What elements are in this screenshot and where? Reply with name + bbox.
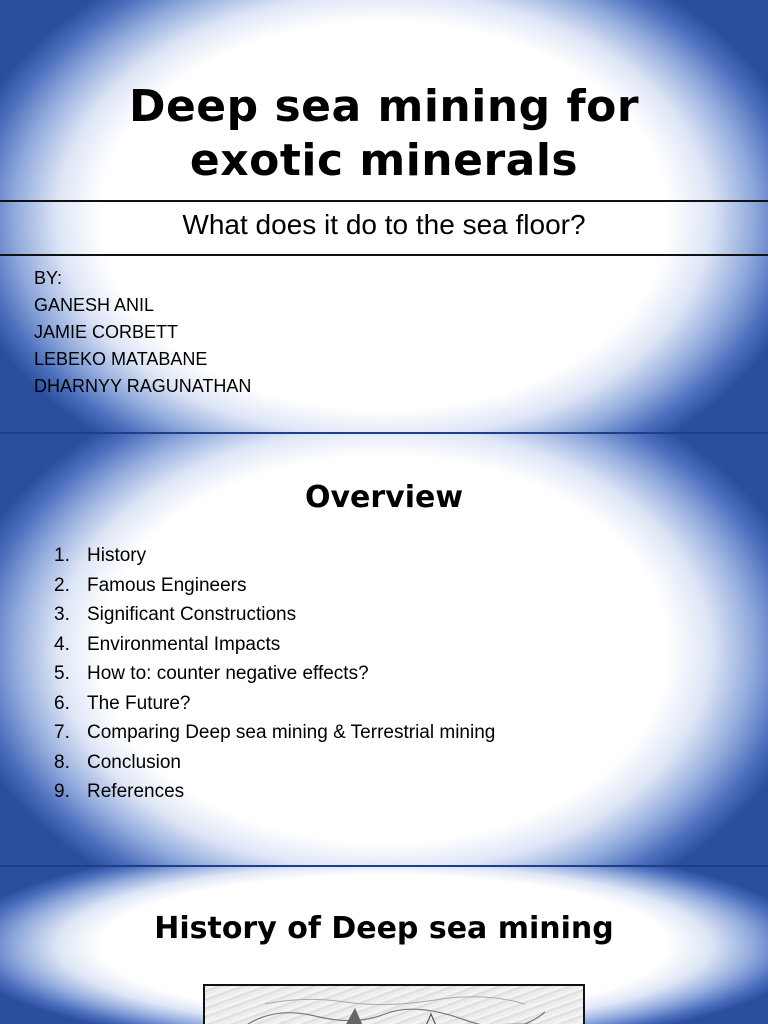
overview-list xyxy=(54,541,495,807)
list-item xyxy=(54,571,495,601)
by-label: BY: xyxy=(34,268,63,288)
item-number: 2. xyxy=(54,574,70,596)
title-line-2: exotic minerals xyxy=(189,135,579,186)
title-divider-top xyxy=(0,200,768,202)
author-name: GANESH ANIL xyxy=(34,295,155,315)
history-slide xyxy=(0,867,768,1024)
item-text: How to: counter negative effects? xyxy=(87,663,369,684)
history-title: History of Deep sea mining xyxy=(154,911,614,946)
presentation-title xyxy=(0,80,768,188)
author-list xyxy=(34,265,251,400)
item-text: Comparing Deep sea mining & Terrestrial mining xyxy=(87,722,496,743)
item-text: Conclusion xyxy=(87,751,181,773)
overview-title: Overview xyxy=(304,480,464,515)
sketch-illustration xyxy=(205,986,583,1024)
item-text: The Future? xyxy=(87,692,191,714)
item-text: Significant Constructions xyxy=(87,604,297,625)
list-item xyxy=(54,689,495,719)
list-item xyxy=(54,748,495,778)
item-number: 9. xyxy=(54,781,70,802)
item-number: 5. xyxy=(54,663,70,684)
list-item xyxy=(54,659,495,689)
overview-slide xyxy=(0,434,768,865)
item-number: 7. xyxy=(54,722,70,743)
list-item xyxy=(54,718,495,748)
author-name: DHARNYY RAGUNATHAN xyxy=(34,376,252,396)
title-divider-bottom xyxy=(0,254,768,256)
item-number: 8. xyxy=(54,751,70,773)
item-text: References xyxy=(87,781,185,802)
list-item xyxy=(54,630,495,660)
author-name: JAMIE CORBETT xyxy=(34,322,179,342)
list-item xyxy=(54,777,495,807)
historical-photo xyxy=(203,984,585,1024)
item-number: 3. xyxy=(54,604,70,625)
item-text: Environmental Impacts xyxy=(87,633,281,655)
title-slide xyxy=(0,0,768,432)
author-name: LEBEKO MATABANE xyxy=(34,349,208,369)
item-number: 6. xyxy=(54,692,70,714)
item-number: 1. xyxy=(54,545,70,566)
list-item xyxy=(54,541,495,571)
item-number: 4. xyxy=(54,633,70,655)
presentation-subtitle: What does it do to the sea floor? xyxy=(182,209,586,240)
list-item xyxy=(54,600,495,630)
item-text: History xyxy=(87,545,147,566)
title-line-1: Deep sea mining for xyxy=(128,81,640,132)
item-text: Famous Engineers xyxy=(87,574,247,596)
